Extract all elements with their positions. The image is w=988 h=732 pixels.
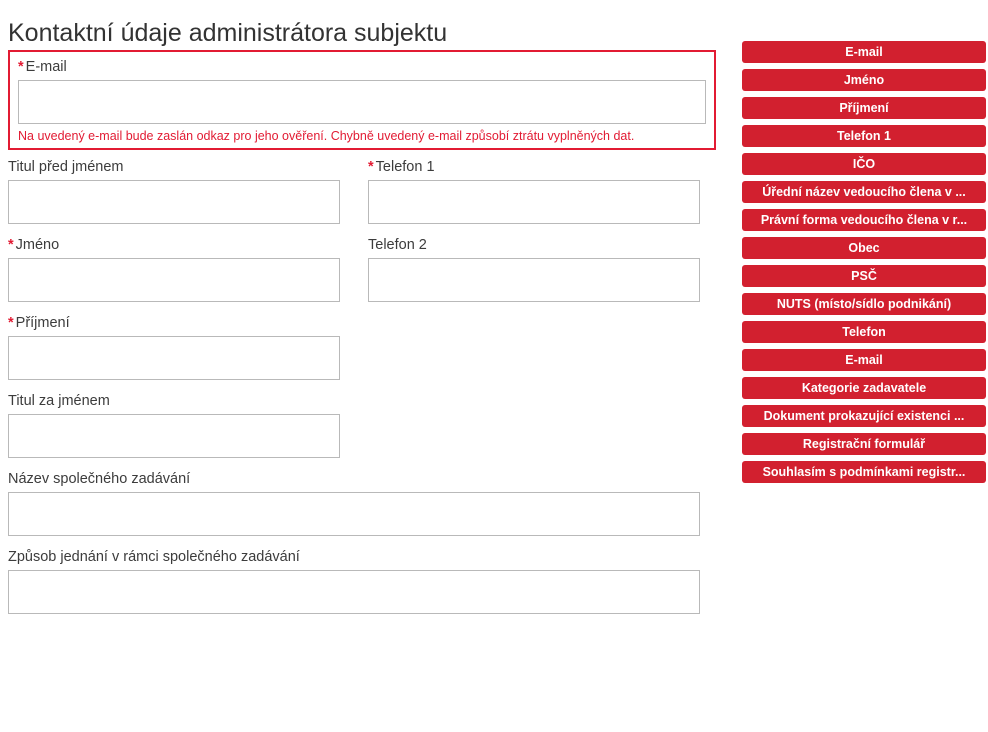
telefon-1-label	[368, 158, 700, 176]
required-asterisk-icon: *	[368, 159, 374, 175]
jmeno-input[interactable]	[8, 258, 340, 302]
form-row-1	[8, 158, 724, 236]
nazev-spolecneho-zadavani-label	[8, 470, 700, 488]
email-highlight-block	[8, 50, 716, 150]
field-prijmeni	[8, 314, 340, 380]
prijmeni-label	[8, 314, 340, 332]
field-zpusob-jednani	[8, 548, 700, 614]
form-col-left-2	[8, 236, 340, 314]
nazev-spolecneho-zadavani-label-text: Název společného zadávání	[8, 471, 191, 487]
telefon-2-input[interactable]	[368, 258, 700, 302]
form-row-4	[8, 392, 724, 470]
field-titul-za	[8, 392, 340, 458]
email-label-text: E-mail	[25, 59, 67, 75]
form-col-right-3	[368, 314, 700, 392]
shortcut-button-dokument-existence[interactable]: Dokument prokazující existenci ...	[742, 405, 986, 427]
field-telefon-1	[368, 158, 700, 224]
jmeno-label	[8, 236, 340, 254]
zpusob-jednani-label-text: Způsob jednání v rámci společného zadávání	[8, 549, 300, 565]
required-asterisk-icon: *	[8, 315, 14, 331]
prijmeni-input[interactable]	[8, 336, 340, 380]
form-col-left-4	[8, 392, 340, 470]
required-asterisk-icon: *	[18, 59, 24, 75]
titul-pred-input[interactable]	[8, 180, 340, 224]
field-telefon-2	[368, 236, 700, 302]
nazev-spolecneho-zadavani-input[interactable]	[8, 492, 700, 536]
form-row-2	[8, 236, 724, 314]
telefon-1-input[interactable]	[368, 180, 700, 224]
shortcut-button-email-2[interactable]: E-mail	[742, 349, 986, 371]
shortcut-button-obec[interactable]: Obec	[742, 237, 986, 259]
shortcut-button-jmeno[interactable]: Jméno	[742, 69, 986, 91]
prijmeni-label-text: Příjmení	[15, 315, 70, 331]
telefon-1-label-text: Telefon 1	[375, 159, 435, 175]
shortcut-button-souhlas-podminky[interactable]: Souhlasím s podmínkami registr...	[742, 461, 986, 483]
shortcut-button-nuts[interactable]: NUTS (místo/sídlo podnikání)	[742, 293, 986, 315]
shortcut-button-kategorie-zadavatele[interactable]: Kategorie zadavatele	[742, 377, 986, 399]
shortcut-button-registracni-formular[interactable]: Registrační formulář	[742, 433, 986, 455]
shortcut-button-psc[interactable]: PSČ	[742, 265, 986, 287]
zpusob-jednani-label	[8, 548, 700, 566]
shortcut-button-telefon[interactable]: Telefon	[742, 321, 986, 343]
email-input[interactable]	[18, 80, 706, 124]
shortcut-button-pravni-forma[interactable]: Právní forma vedoucího člena v r...	[742, 209, 986, 231]
page-title: Kontaktní údaje administrátora subjektu	[8, 18, 448, 47]
titul-za-label	[8, 392, 340, 410]
shortcut-button-email-1[interactable]: E-mail	[742, 41, 986, 63]
email-label	[18, 58, 706, 76]
form-col-right-1	[368, 158, 700, 236]
titul-za-input[interactable]	[8, 414, 340, 458]
field-shortcut-button-list	[742, 41, 986, 489]
field-jmeno	[8, 236, 340, 302]
form-col-right-2	[368, 236, 700, 314]
jmeno-label-text: Jméno	[15, 237, 60, 253]
titul-pred-label-text: Titul před jménem	[8, 159, 124, 175]
field-titul-pred	[8, 158, 340, 224]
telefon-2-label	[368, 236, 700, 254]
shortcut-button-uredni-nazev[interactable]: Úřední název vedoucího člena v ...	[742, 181, 986, 203]
required-asterisk-icon: *	[8, 237, 14, 253]
titul-pred-label	[8, 158, 340, 176]
shortcut-button-prijmeni[interactable]: Příjmení	[742, 97, 986, 119]
form-col-left-1	[8, 158, 340, 236]
form-row-3	[8, 314, 724, 392]
field-nazev-spolecneho-zadavani	[8, 470, 700, 536]
form-col-left-3	[8, 314, 340, 392]
titul-za-label-text: Titul za jménem	[8, 393, 110, 409]
contact-form	[8, 50, 724, 626]
telefon-2-label-text: Telefon 2	[368, 237, 427, 253]
form-col-right-4	[368, 392, 700, 470]
email-hint: Na uvedený e-mail bude zaslán odkaz pro jeho ověření. Chybně uvedený e-mail způsobí ztrátu vyplněných dat.	[18, 129, 635, 143]
zpusob-jednani-input[interactable]	[8, 570, 700, 614]
shortcut-button-telefon-1[interactable]: Telefon 1	[742, 125, 986, 147]
shortcut-button-ico[interactable]: IČO	[742, 153, 986, 175]
